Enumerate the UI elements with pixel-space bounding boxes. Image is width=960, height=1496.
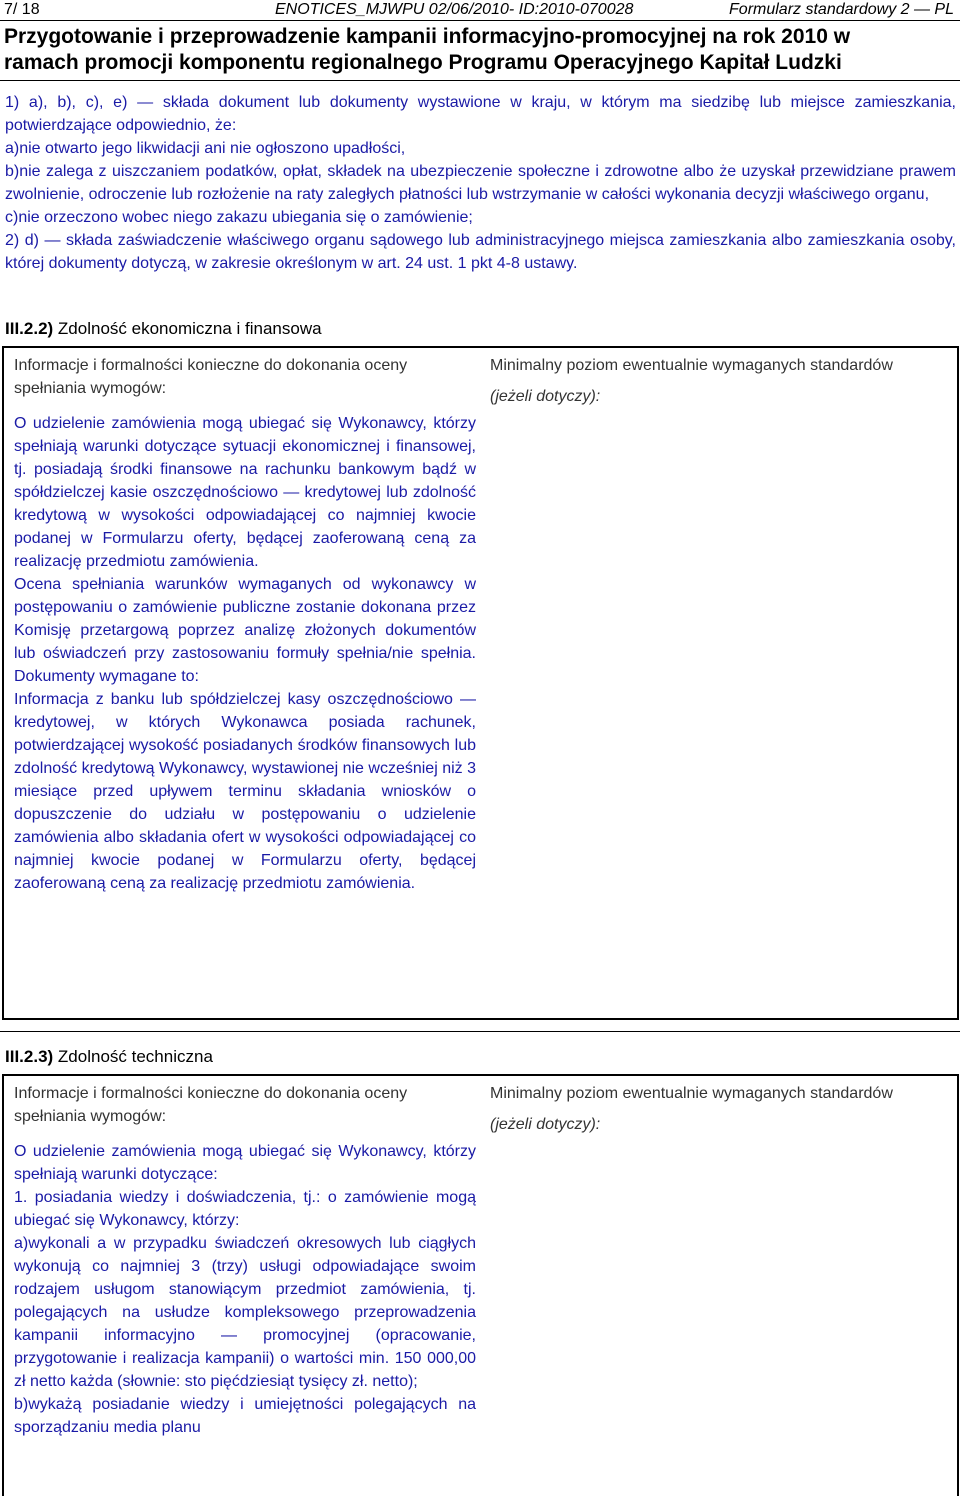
- econ-right-heading: Minimalny poziom ewentualnie wymaganych standardów: [490, 357, 893, 374]
- intro-item-c: c)nie orzeczono wobec niego zakazu ubiegania się o zamówienie;: [5, 209, 473, 226]
- econ-right-note: (jeżeli dotyczy):: [490, 388, 601, 405]
- tech-text-1: O udzielenie zamówienia mogą ubiegać się Wykonawcy, którzy spełniają warunki dotyczące:: [14, 1143, 476, 1183]
- econ-text-3: Informacja z banku lub spółdzielczej kasy oszczędnościowo — kredytowej, w których Wykonawca posiada rachunek, potwierdzającej wysokość posiadanych środków finansowych lub zdolność kredytową Wykonawcy, wystawionej nie wcześniej niż 3 miesiące przed upływem terminu składania wniosków o dopuszczenie do udziału w postępowaniu o udzielenie zamówienia albo składania ofert w wysokości odpowiadającej co najmniej kwocie podanej w Formularzu oferty, będącej zaoferowaną ceną za realizację przedmiotu zamówienia.: [14, 691, 476, 892]
- page-number: 7/ 18: [4, 1, 40, 18]
- intro-paragraph-2: 2) d) — składa zaświadczenie właściwego organu sądowego lub administracyjnego miejsca zamieszkania albo zamieszkania osoby, której dokumenty dotyczą, w zakresie określonym w art. 24 ust. 1 pkt 4-8 ustawy.: [5, 232, 956, 272]
- intro-item-a: a)nie otwarto jego likwidacji ani nie ogłoszono upadłości,: [5, 140, 406, 157]
- title-rule: [0, 80, 960, 81]
- section-tech-number: III.2.3): [5, 1047, 54, 1066]
- tech-left-column: [14, 1082, 476, 1439]
- econ-right-column: [490, 354, 930, 408]
- document-title: [4, 24, 954, 76]
- form-label: Formularz standardowy 2 — PL: [729, 1, 954, 18]
- econ-text-1: O udzielenie zamówienia mogą ubiegać się Wykonawcy, którzy spełniają warunki dotyczące sytuacji ekonomicznej i finansowej, tj. posiadają środki finansowe na rachunku bankowym bądź w spółdzielczej kasie oszczędnościowo — kredytowej lub zdolność kredytową w wysokości odpowiadającej co najmniej kwocie podanej w Formularzu oferty, będącej zaoferowaną ceną za realizację przedmiotu zamówienia.: [14, 415, 476, 570]
- intro-text: [5, 91, 956, 275]
- tech-text-3: a)wykonali a w przypadku świadczeń okresowych lub ciągłych wykonują co najmniej 3 (trzy) usługi odpowiadające swoim rodzajem usługom stanowiącym przedmiot zamówienia, tj. polegających na usłudze kompleksowego przeprowadzenia kampanii informacyjno — promocyjnej (opracowanie, przygotowanie i realizacja kampanii) o wartości min. 150 000,00 zł netto każda (słownie: sto pięćdziesiąt tysięcy zł. netto);: [14, 1235, 476, 1390]
- tech-right-note: (jeżeli dotyczy):: [490, 1116, 601, 1133]
- tech-left-heading: Informacje i formalności konieczne do dokonania oceny spełniania wymogów:: [14, 1085, 408, 1125]
- section-econ-title: Zdolność ekonomiczna i finansowa: [57, 319, 322, 338]
- section-tech-title: Zdolność techniczna: [57, 1047, 213, 1066]
- tech-right-heading: Minimalny poziom ewentualnie wymaganych standardów: [490, 1085, 893, 1102]
- econ-left-heading: Informacje i formalności konieczne do dokonania oceny spełniania wymogów:: [14, 357, 408, 397]
- section-econ-heading: [5, 319, 322, 339]
- title-line-1: Przygotowanie i przeprowadzenie kampanii informacyjno-promocyjnej na rok 2010 w: [4, 25, 851, 48]
- page-header: [0, 0, 960, 20]
- intro-item-b: b)nie zalega z uiszczaniem podatków, opłat, składek na ubezpieczenie społeczne i zdrowotne albo że uzyskał przewidziane prawem zwolnienie, odroczenie lub rozłożenie na raty zaległych płatności lub wstrzymanie w całości wykonania decyzji właściwego organu,: [5, 163, 956, 203]
- section-tech-box: [2, 1074, 959, 1496]
- econ-text-2: Ocena spełniania warunków wymaganych od wykonawcy w postępowaniu o zamówienie publiczne zostanie dokonana przez Komisję przetargową poprzez analizę złożonych dokumentów lub oświadczeń przy zastosowaniu formuły spełnia/nie spełnia. Dokumenty wymagane to:: [14, 576, 476, 685]
- tech-text-4: b)wykażą posiadanie wiedzy i umiejętności polegających na sporządzaniu media planu: [14, 1396, 476, 1436]
- tech-right-column: [490, 1082, 930, 1136]
- title-line-2: ramach promocji komponentu regionalnego Programu Operacyjnego Kapitał Ludzki: [4, 51, 842, 74]
- header-rule: [0, 20, 960, 21]
- section-tech-heading: [5, 1047, 213, 1067]
- section-econ-number: III.2.2): [5, 319, 54, 338]
- section-divider: [0, 1031, 960, 1032]
- intro-paragraph-1: 1) a), b), c), e) — składa dokument lub dokumenty wystawione w kraju, w którym ma siedzibę lub miejsce zamieszkania, potwierdzające odpowiednio, że:: [5, 94, 956, 134]
- notice-reference: ENOTICES_MJWPU 02/06/2010- ID:2010-070028: [275, 1, 634, 18]
- section-econ-box: [2, 346, 959, 1020]
- econ-left-column: [14, 354, 476, 895]
- tech-text-2: 1. posiadania wiedzy i doświadczenia, tj.: o zamówienie mogą ubiegać się Wykonawcy, którzy:: [14, 1189, 476, 1229]
